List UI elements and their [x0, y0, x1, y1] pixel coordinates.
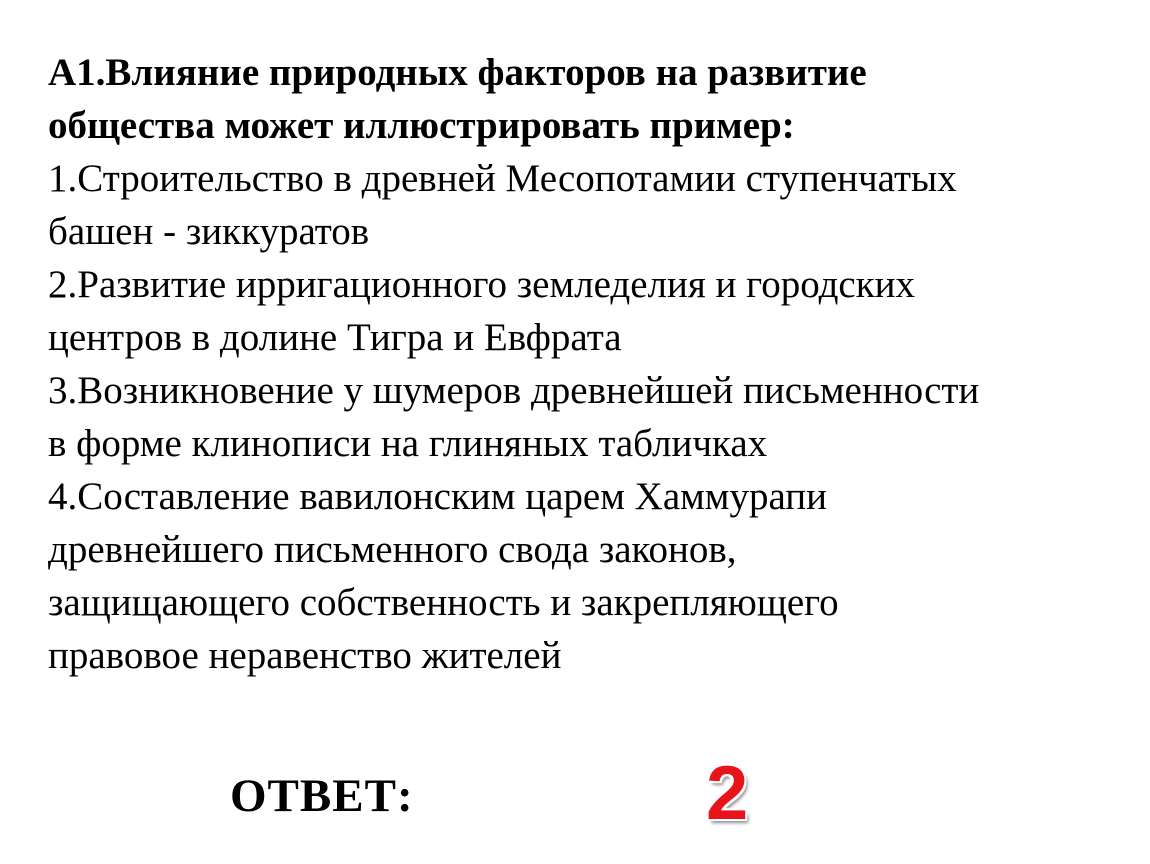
option-3: [48, 364, 1128, 470]
option-line: центров в долине Тигра и Евфрата: [48, 316, 622, 359]
question-title: [48, 46, 1128, 152]
option-line: правовое неравенство жителей: [48, 634, 562, 677]
option-1: [48, 152, 1128, 258]
option-line: 2.Развитие ирригационного земледелия и городских: [48, 263, 916, 306]
option-line: защищающего собственность и закрепляющего: [48, 581, 839, 624]
answer-value: 2: [706, 751, 749, 836]
option-2: [48, 258, 1128, 364]
option-line: древнейшего письменного свода законов,: [48, 528, 737, 571]
option-line: в форме клинописи на глиняных табличках: [48, 422, 768, 465]
answer-label: ОТВЕТ:: [230, 770, 414, 822]
question-title-line: общества может иллюстрировать пример:: [48, 104, 795, 147]
question-block: [48, 46, 1128, 682]
option-line: башен - зиккуратов: [48, 210, 370, 253]
option-line: 4.Составление вавилонским царем Хаммурапи: [48, 475, 828, 518]
option-line: 3.Возникновение у шумеров древнейшей письменности: [48, 369, 980, 412]
question-title-line: А1.Влияние природных факторов на развитие: [48, 51, 867, 94]
option-4: [48, 470, 1128, 682]
option-line: 1.Строительство в древней Месопотамии ступенчатых: [48, 157, 957, 200]
